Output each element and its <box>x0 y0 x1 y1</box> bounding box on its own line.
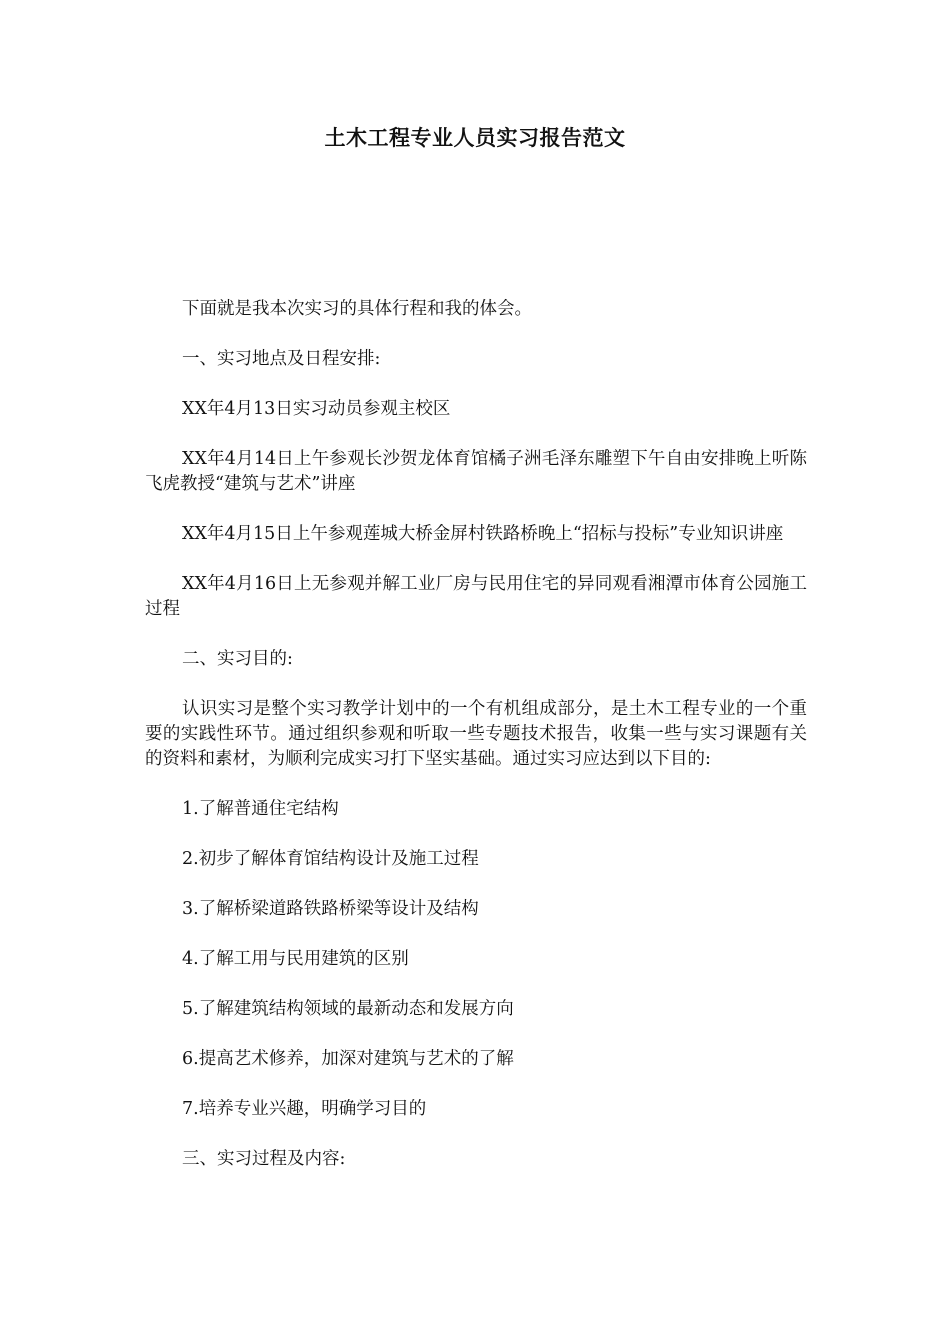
schedule-item-apr13: XX年4月13日实习动员参观主校区 <box>182 399 451 419</box>
schedule-item-apr15: XX年4月15日上午参观莲城大桥金屏村铁路桥晚上“招标与投标”专业知识讲座 <box>182 524 784 544</box>
purpose-item-4: 4.了解工用与民用建筑的区别 <box>182 949 409 969</box>
schedule-item-apr14: XX年4月14日上午参观长沙贺龙体育馆橘子洲毛泽东雕塑下午自由安排晚上听陈飞虎教授“建筑与艺术”讲座 <box>145 449 807 494</box>
purpose-item-5: 5.了解建筑结构领域的最新动态和发展方向 <box>182 999 514 1019</box>
purpose-item-1: 1.了解普通住宅结构 <box>182 799 339 819</box>
purpose-item-3: 3.了解桥梁道路铁路桥梁等设计及结构 <box>182 899 479 919</box>
intro-paragraph: 下面就是我本次实习的具体行程和我的体会。 <box>182 299 532 319</box>
section-heading-purpose: 二、实习目的: <box>182 649 293 669</box>
document-body <box>145 297 807 1197</box>
schedule-item-apr16: XX年4月16日上无参观并解工业厂房与民用住宅的异同观看湘潭市体育公园施工过程 <box>145 574 807 619</box>
purpose-item-7: 7.培养专业兴趣，明确学习目的 <box>182 1099 427 1119</box>
purpose-item-2: 2.初步了解体育馆结构设计及施工过程 <box>182 849 479 869</box>
section-heading-process: 三、实习过程及内容: <box>182 1149 346 1169</box>
document-title: 土木工程专业人员实习报告范文 <box>324 125 626 150</box>
purpose-item-6: 6.提高艺术修养，加深对建筑与艺术的了解 <box>182 1049 514 1069</box>
purpose-paragraph: 认识实习是整个实习教学计划中的一个有机组成部分，是土木工程专业的一个重要的实践性环节。通过组织参观和听取一些专题技术报告，收集一些与实习课题有关的资料和素材，为顺利完成实习打下坚实基础。通过实习应达到以下目的: <box>145 699 807 769</box>
section-heading-location-schedule: 一、实习地点及日程安排: <box>182 349 381 369</box>
